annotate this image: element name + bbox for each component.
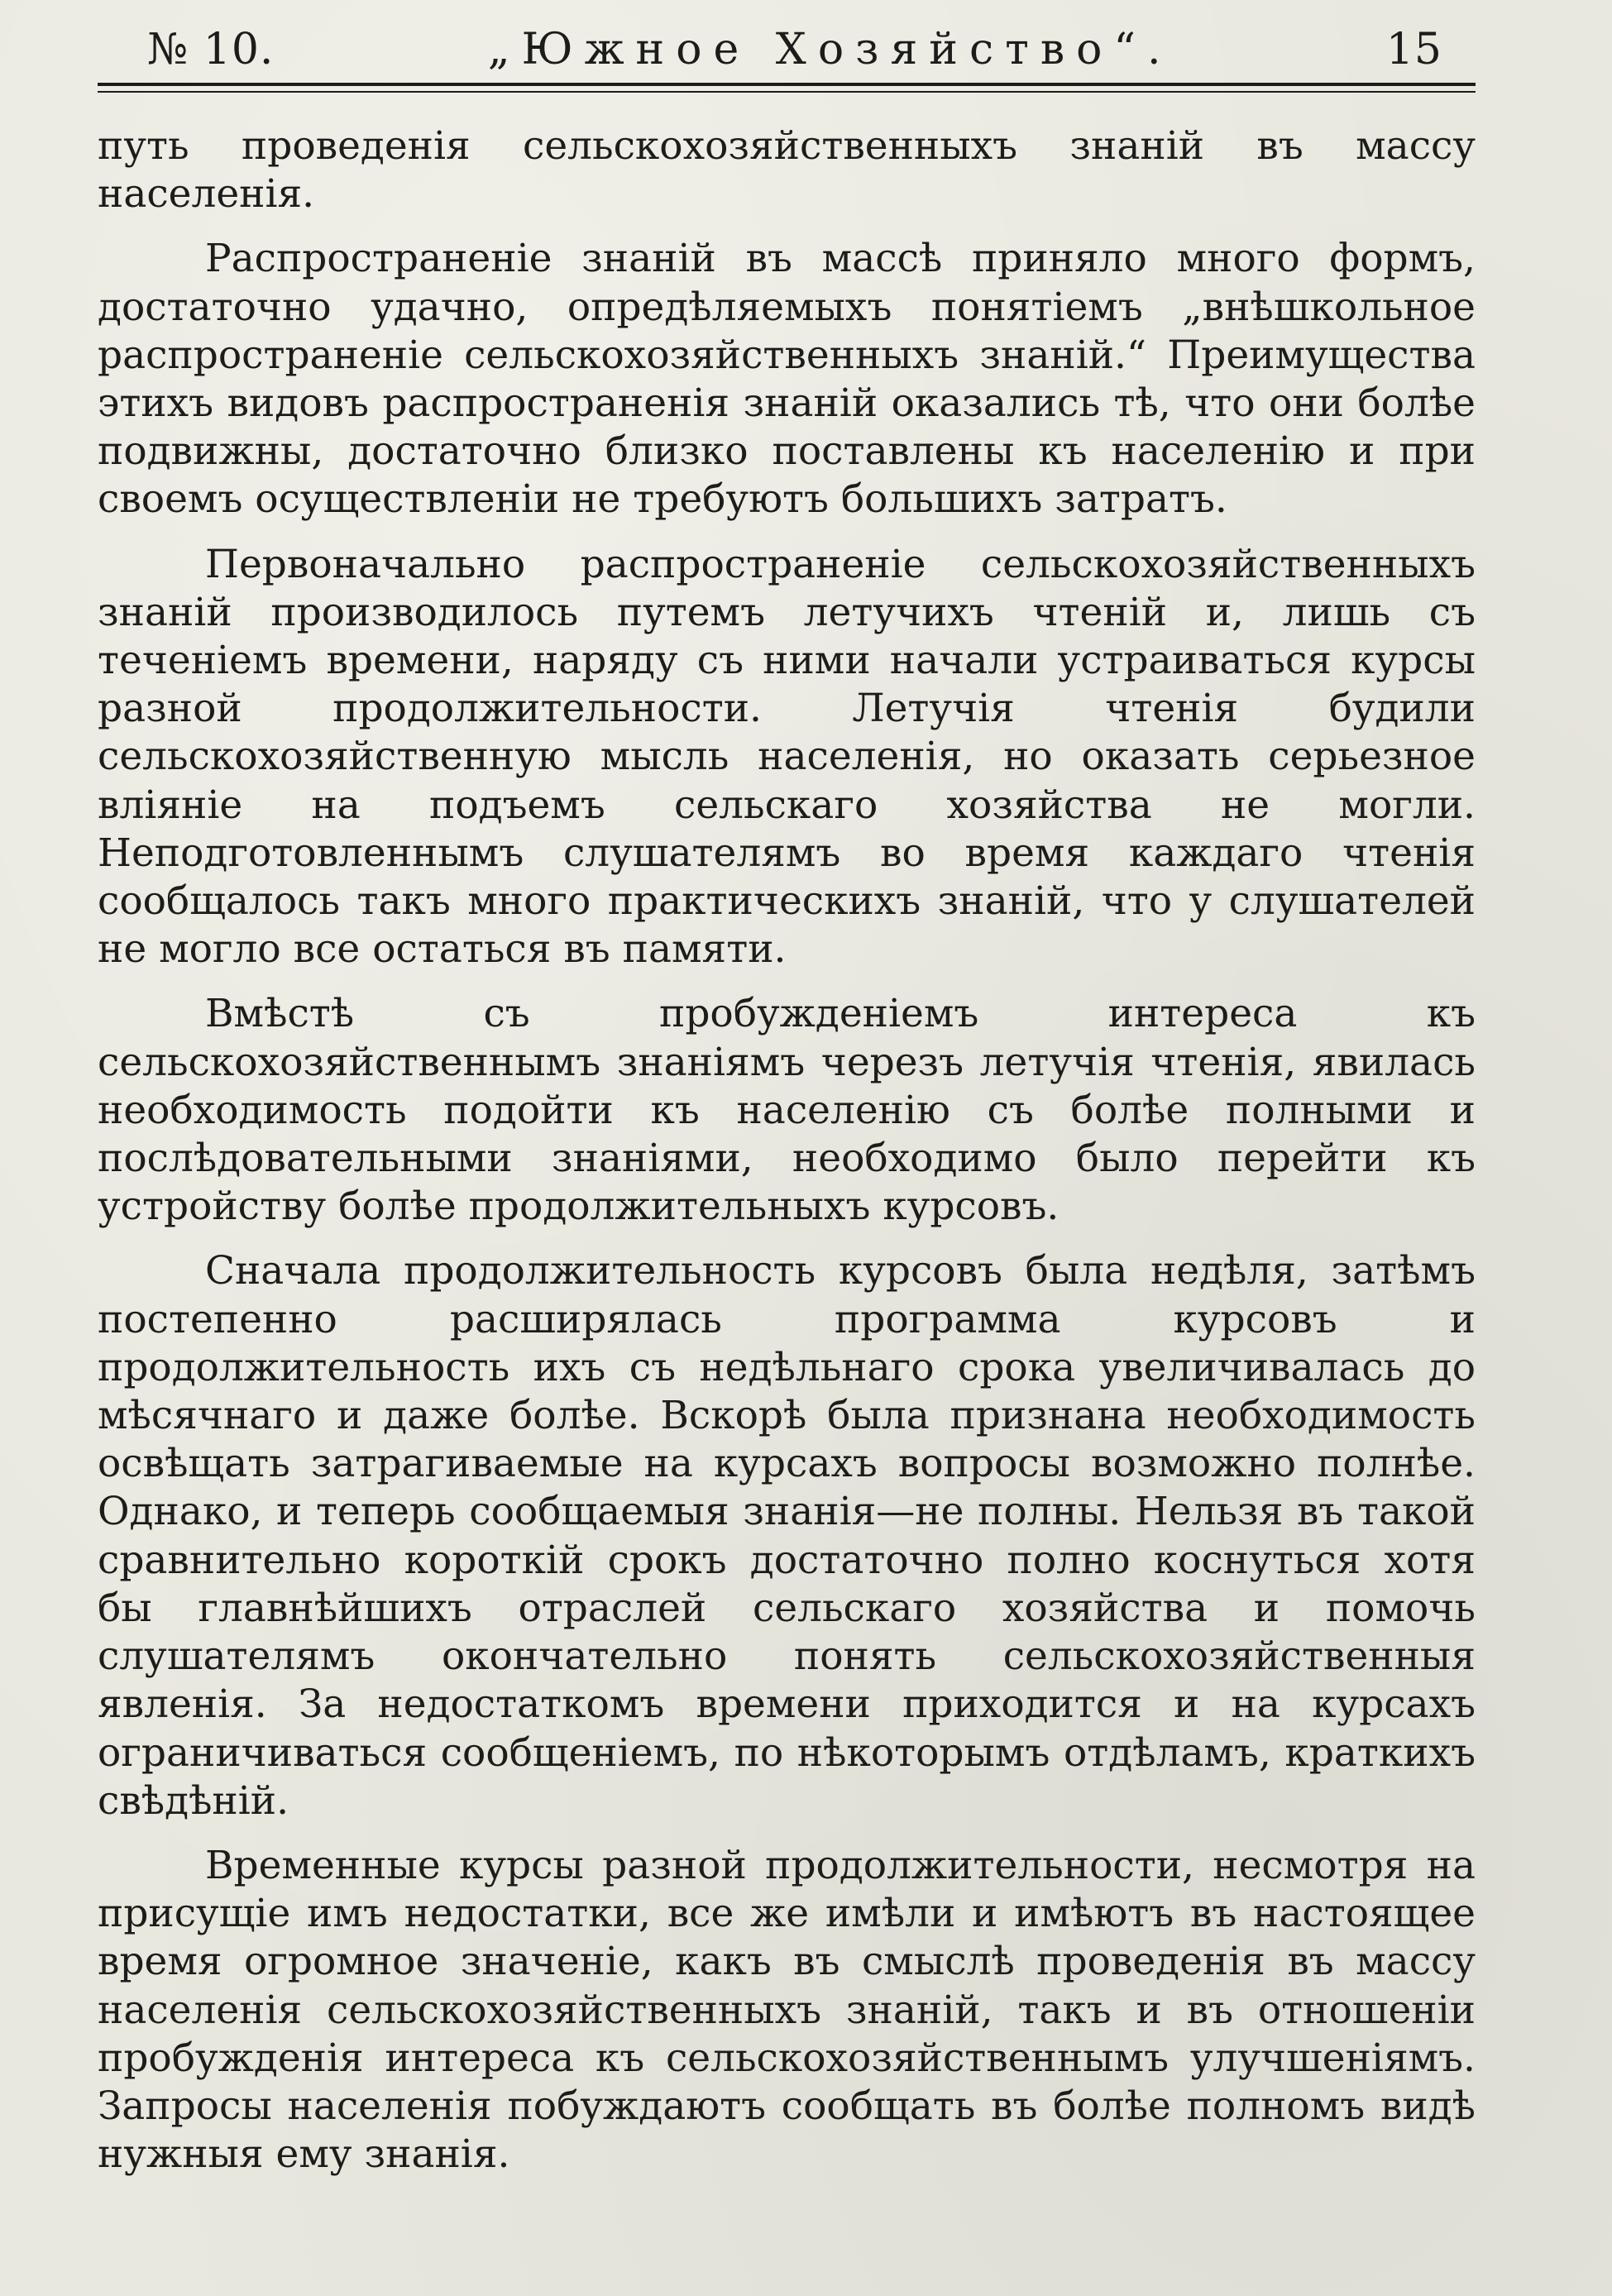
paragraph-1: путь проведенія сельскохозяйственныхъ знаній въ массу населенія.	[98, 123, 1476, 218]
header-rule	[98, 83, 1476, 86]
paragraph-4: Вмѣстѣ съ пробужденіемъ интереса къ сельскохозяйственнымъ знаніямъ черезъ летучія чтенія, явилась необходимость подойти къ населенію съ болѣе полными и послѣдовательными знаніями, необходимо было перейти къ устройству болѣе продолжительныхъ курсовъ.	[98, 991, 1476, 1230]
paragraph-5: Сначала продолжительность курсовъ была недѣля, затѣмъ постепенно расширялась программа курсовъ и продолжительность ихъ съ недѣльнаго срока увеличивалась до мѣсячнаго и даже болѣе. Вскорѣ была признана необходимость освѣщать затрагиваемые на курсахъ вопросы возможно полнѣе. Однако, и теперь сообщаемыя знанія—не полны. Нельзя въ такой сравнительно короткій срокъ достаточно полно коснуться хотя бы главнѣйшихъ отраслей сельскаго хозяйства и помочь слушателямъ окончательно понять сельскохозяйственныя явленія. За недостаткомъ времени приходится и на курсахъ ограничиваться сообщеніемъ, по нѣкоторымъ отдѣламъ, краткихъ свѣдѣній.	[98, 1248, 1476, 1824]
header-rule-thin	[98, 91, 1476, 93]
running-header	[98, 23, 1476, 76]
paragraph-6: Временные курсы разной продолжительности, несмотря на присущіе имъ недостатки, все же имѣли и имѣютъ въ настоящее время огромное значеніе, какъ въ смыслѣ проведенія въ массу населенія сельскохозяйственныхъ знаній, такъ и въ отношеніи пробужденія интереса къ сельскохозяйственнымъ улучшеніямъ. Запросы населенія побуждаютъ сообщать въ болѣе полномъ видѣ нужныя ему знанія.	[98, 1842, 1476, 2178]
journal-title: „Южное Хозяйство“.	[487, 25, 1173, 74]
page-number: 15	[1385, 25, 1442, 74]
paragraph-3: Первоначально распространеніе сельскохозяйственныхъ знаній производилось путемъ летучихъ чтеній и, лишь съ теченіемъ времени, наряду съ ними начали устраиваться курсы разной продолжительности. Летучія чтенія будили сельскохозяйственную мысль населенія, но оказать серьезное вліяніе на подъемъ сельскаго хозяйства не могли. Неподготовленнымъ слушателямъ во время каждаго чтенія сообщалось такъ много практическихъ знаній, что у слушателей не могло все остаться въ памяти.	[98, 541, 1476, 973]
paragraph-2: Распространеніе знаній въ массѣ приняло много формъ, достаточно удачно, опредѣляемыхъ понятіемъ „внѣшкольное распространеніе сельскохозяйственныхъ знаній.“ Преимущества этихъ видовъ распространенія знаній оказались тѣ, что они болѣе подвижны, достаточно близко поставлены къ населенію и при своемъ осуществленіи не требуютъ большихъ затратъ.	[98, 236, 1476, 523]
journal-page	[98, 23, 1476, 2195]
issue-number: № 10.	[147, 25, 275, 74]
article-body	[98, 122, 1476, 2179]
